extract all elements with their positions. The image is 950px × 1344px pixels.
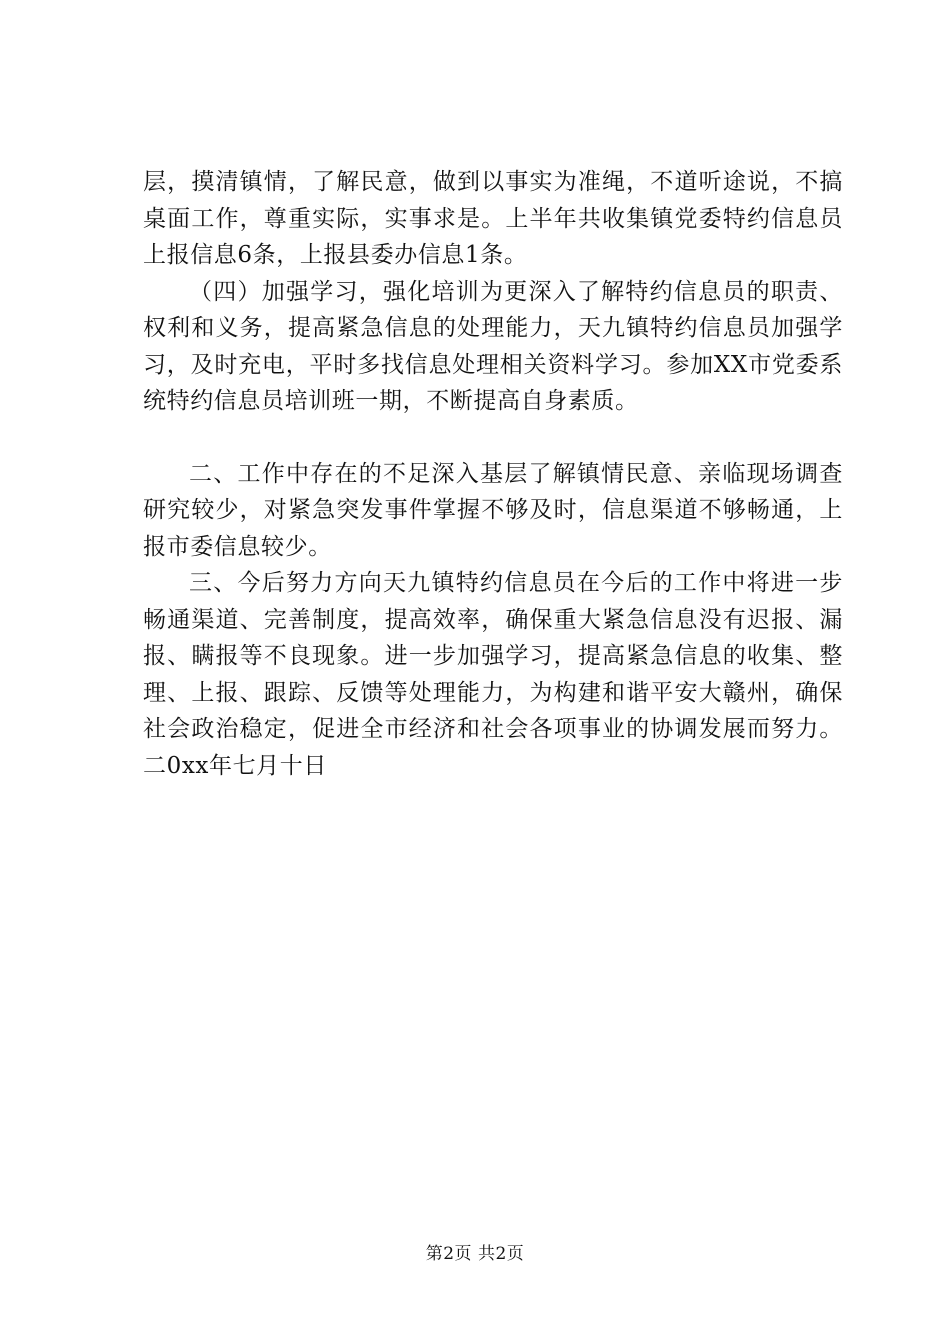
document-body: [143, 164, 843, 784]
paragraph-spacer: [143, 420, 843, 456]
paragraph-section-four: （四）加强学习，强化培训为更深入了解特约信息员的职责、权利和义务，提高紧急信息的处理能力，天九镇特约信息员加强学习，及时充电，平时多找信息处理相关资料学习。参加XX市党委系统特约信息员培训班一期，不断提高自身素质。: [143, 278, 843, 414]
page-footer: 第2页 共2页: [425, 1244, 525, 1264]
paragraph-continuation: 层，摸清镇情，了解民意，做到以事实为准绳，不道听途说，不搞桌面工作，尊重实际，实事求是。上半年共收集镇党委特约信息员上报信息6条，上报县委办信息1条。: [143, 169, 843, 268]
paragraph-section-two: 二、工作中存在的不足深入基层了解镇情民意、亲临现场调查研究较少，对紧急突发事件掌握不够及时，信息渠道不够畅通，上报市委信息较少。: [143, 460, 843, 560]
paragraph-section-three: 三、今后努力方向天九镇特约信息员在今后的工作中将进一步畅通渠道、完善制度，提高效率，确保重大紧急信息没有迟报、漏报、瞒报等不良现象。进一步加强学习，提高紧急信息的收集、整理、上报、跟踪、反馈等处理能力，为构建和谐平安大赣州，确保社会政治稳定，促进全市经济和社会各项事业的协调发展而努力。二0xx年七月十日: [143, 570, 843, 779]
